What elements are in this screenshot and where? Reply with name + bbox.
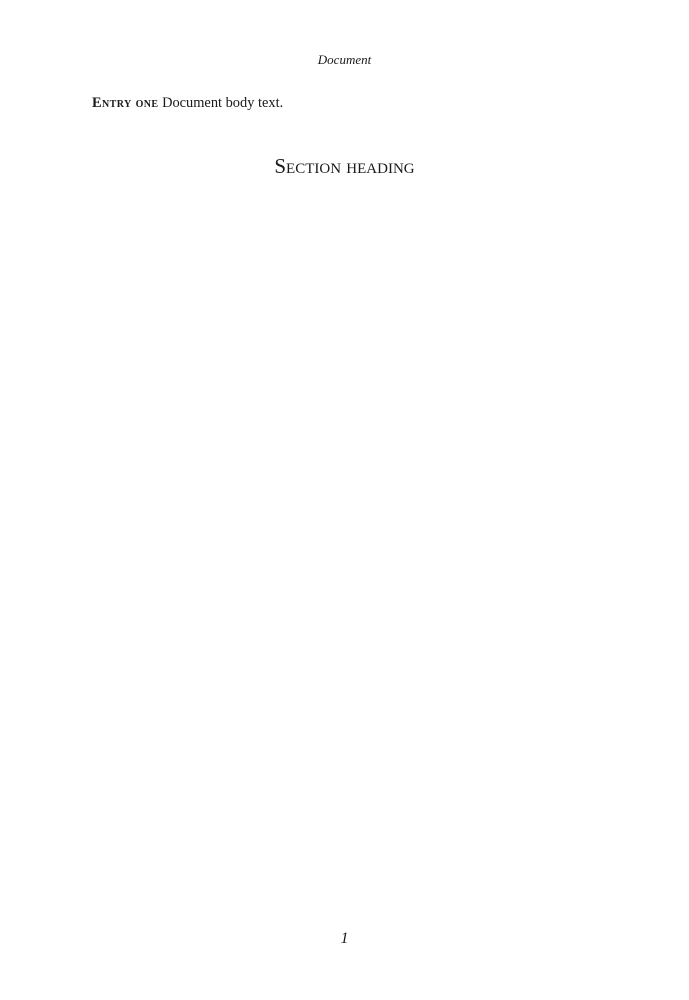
running-header: Document [317, 52, 372, 67]
page-number: 1 [340, 930, 349, 947]
entry-name: Entry one [92, 95, 159, 111]
character-entry [92, 92, 597, 114]
entry-text: Document body text. [162, 95, 284, 111]
page-content [92, 92, 597, 201]
section-title: Section heading [274, 154, 415, 178]
